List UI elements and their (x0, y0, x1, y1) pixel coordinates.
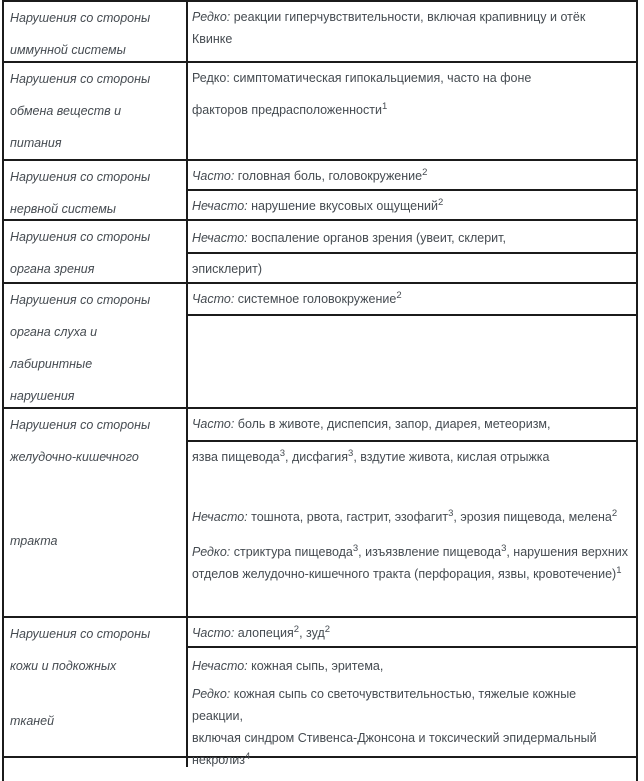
reaction-paragraph (192, 99, 630, 121)
system-organ-class-line: Нарушения со стороны (10, 293, 151, 307)
reaction-cell (188, 314, 636, 407)
reactions-column (188, 63, 636, 159)
system-organ-class-cell (4, 409, 188, 616)
reactions-column (188, 2, 636, 61)
system-organ-class-line: нарушения (10, 389, 75, 403)
reactions-column (188, 221, 636, 282)
system-organ-class-line: Нарушения со стороны (10, 230, 151, 244)
system-organ-class-line: кожи и подкожных (10, 659, 117, 673)
system-organ-class-cell (4, 284, 188, 407)
reaction-paragraph (192, 227, 630, 249)
reactions-column (188, 161, 636, 219)
reaction-text: , вздутие живота, кислая отрыжка (353, 450, 550, 464)
reaction-paragraph (192, 413, 630, 435)
system-organ-class-line: Нарушения со стороны (10, 11, 151, 25)
table-row-gastrointestinal (4, 409, 636, 618)
footnote-superscript: 1 (616, 565, 622, 576)
reaction-paragraph (192, 288, 630, 310)
system-organ-class-line: Нарушения со стороны (10, 72, 151, 86)
reaction-text: кожная сыпь со светочувствительностью, тяжелые кожные реакции, (192, 687, 577, 723)
reaction-cell (188, 618, 636, 646)
reaction-text: Редко: симптоматическая гипокальциемия, часто на фоне (192, 71, 532, 85)
system-organ-class-cell (4, 618, 188, 756)
reactions-column (188, 758, 636, 767)
footnote-superscript: 2 (437, 197, 444, 208)
frequency-label: Редко: (192, 687, 231, 701)
footnote-superscript: 4 (244, 751, 251, 762)
footnote-superscript: 3 (352, 543, 359, 554)
system-organ-class-line: тракта (10, 534, 58, 548)
table-row-immune-system (4, 2, 636, 63)
reaction-cell (188, 646, 636, 771)
reaction-cell (188, 284, 636, 314)
reaction-text: язва пищевода (192, 450, 280, 464)
reaction-text: , изъязвление пищевода (358, 545, 502, 559)
reaction-paragraph (192, 622, 630, 644)
reaction-paragraph (192, 258, 630, 280)
system-organ-class-line: Нарушения со стороны (10, 627, 151, 641)
system-organ-class-line: иммунной системы (10, 43, 126, 57)
reaction-cell (188, 2, 636, 61)
frequency-label: Часто: (192, 626, 235, 640)
reaction-cell (188, 221, 636, 252)
reaction-text: эписклерит) (192, 262, 263, 276)
reaction-cell (188, 440, 636, 616)
table-row-metabolism-nutrition (4, 63, 636, 161)
footnote-superscript: 2 (611, 508, 618, 519)
system-organ-class-line: питания (10, 136, 62, 150)
table-row-ear-labyrinth (4, 284, 636, 409)
reaction-cell (188, 63, 636, 159)
reaction-text: , эрозия пищевода, мелена (453, 510, 612, 524)
reaction-cell (188, 189, 636, 219)
reaction-text: отделов желудочно-кишечного тракта (перфорация, язвы, кровотечение) (192, 567, 617, 581)
frequency-label: Часто: (192, 417, 235, 431)
frequency-label: Нечасто: (192, 510, 248, 524)
footnote-superscript: 2 (293, 624, 300, 635)
reaction-paragraph (192, 67, 630, 89)
reaction-text: , нарушения верхних (506, 545, 628, 559)
reaction-text: , дисфагия (285, 450, 349, 464)
reaction-paragraph (192, 165, 630, 187)
reaction-text: боль в животе, диспепсия, запор, диарея, метеоризм, (234, 417, 551, 431)
reactions-column (188, 409, 636, 616)
system-organ-class-cell (4, 221, 188, 282)
reaction-cell (188, 161, 636, 189)
frequency-label: Часто: (192, 292, 235, 306)
system-organ-class-line: нервной системы (10, 202, 117, 216)
frequency-label: Нечасто: (192, 199, 248, 213)
table-row-next-row-cut-off (4, 758, 636, 767)
reaction-text: факторов предрасположенности (192, 103, 382, 117)
system-organ-class-cell (4, 2, 188, 61)
frequency-label: Нечасто: (192, 659, 248, 673)
reaction-text: кожная сыпь, эритема, (247, 659, 384, 673)
adverse-reactions-table (2, 0, 638, 781)
footnote-superscript: 1 (381, 101, 388, 112)
reaction-text: включая синдром Стивенса-Джонсона и токсический эпидермальный (192, 731, 597, 745)
reaction-paragraph (192, 446, 630, 468)
frequency-label: Редко: (192, 545, 231, 559)
reaction-text: головная боль, головокружение (234, 169, 423, 183)
system-organ-class-line: органа зрения (10, 262, 95, 276)
system-organ-class-line: тканей (10, 714, 55, 728)
table-row-skin-subcutaneous (4, 618, 636, 767)
reaction-paragraph (192, 195, 630, 217)
reaction-paragraph (192, 541, 630, 585)
reaction-text: тошнота, рвота, гастрит, эзофагит (247, 510, 449, 524)
system-organ-class-line: обмена веществ и (10, 104, 122, 118)
reaction-cell (188, 758, 636, 767)
reaction-text: , зуд (299, 626, 325, 640)
reaction-text: реакции гиперчувствительности, включая крапивницу и отёк (230, 10, 586, 24)
reaction-text: Квинке (192, 32, 233, 46)
system-organ-class-line: лабиринтные (10, 357, 93, 371)
system-organ-class-line: Нарушения со стороны (10, 170, 151, 184)
system-organ-class-cell (4, 63, 188, 159)
reaction-text: алопеция (234, 626, 294, 640)
footnote-superscript: 3 (348, 448, 354, 459)
reaction-paragraph (192, 6, 630, 50)
frequency-label: Редко: (192, 10, 231, 24)
footnote-superscript: 2 (324, 624, 331, 635)
system-organ-class-cell (4, 758, 188, 767)
reaction-text: стриктура пищевода (230, 545, 353, 559)
frequency-label: Часто: (192, 169, 235, 183)
reaction-text: некролиз (192, 753, 245, 767)
reaction-paragraph (192, 506, 630, 528)
footnote-superscript: 3 (279, 448, 285, 459)
footnote-superscript: 3 (448, 508, 454, 519)
system-organ-class-line: Нарушения со стороны (10, 418, 151, 432)
footnote-superscript: 2 (396, 290, 402, 301)
reaction-text: воспаление органов зрения (увеит, склерит, (247, 231, 506, 245)
footnote-superscript: 3 (501, 543, 507, 554)
reaction-paragraph (192, 655, 630, 677)
reaction-text: системное головокружение (234, 292, 397, 306)
reactions-column (188, 618, 636, 767)
table-row-nervous-system (4, 161, 636, 221)
reaction-cell (188, 252, 636, 282)
reactions-column (188, 284, 636, 407)
reaction-text: нарушение вкусовых ощущений (247, 199, 438, 213)
table-row-eye-disorders (4, 221, 636, 284)
frequency-label: Нечасто: (192, 231, 248, 245)
footnote-superscript: 2 (422, 167, 428, 178)
system-organ-class-cell (4, 161, 188, 219)
system-organ-class-line: желудочно-кишечного (10, 450, 139, 464)
reaction-cell (188, 409, 636, 440)
system-organ-class-line: органа слуха и (10, 325, 98, 339)
